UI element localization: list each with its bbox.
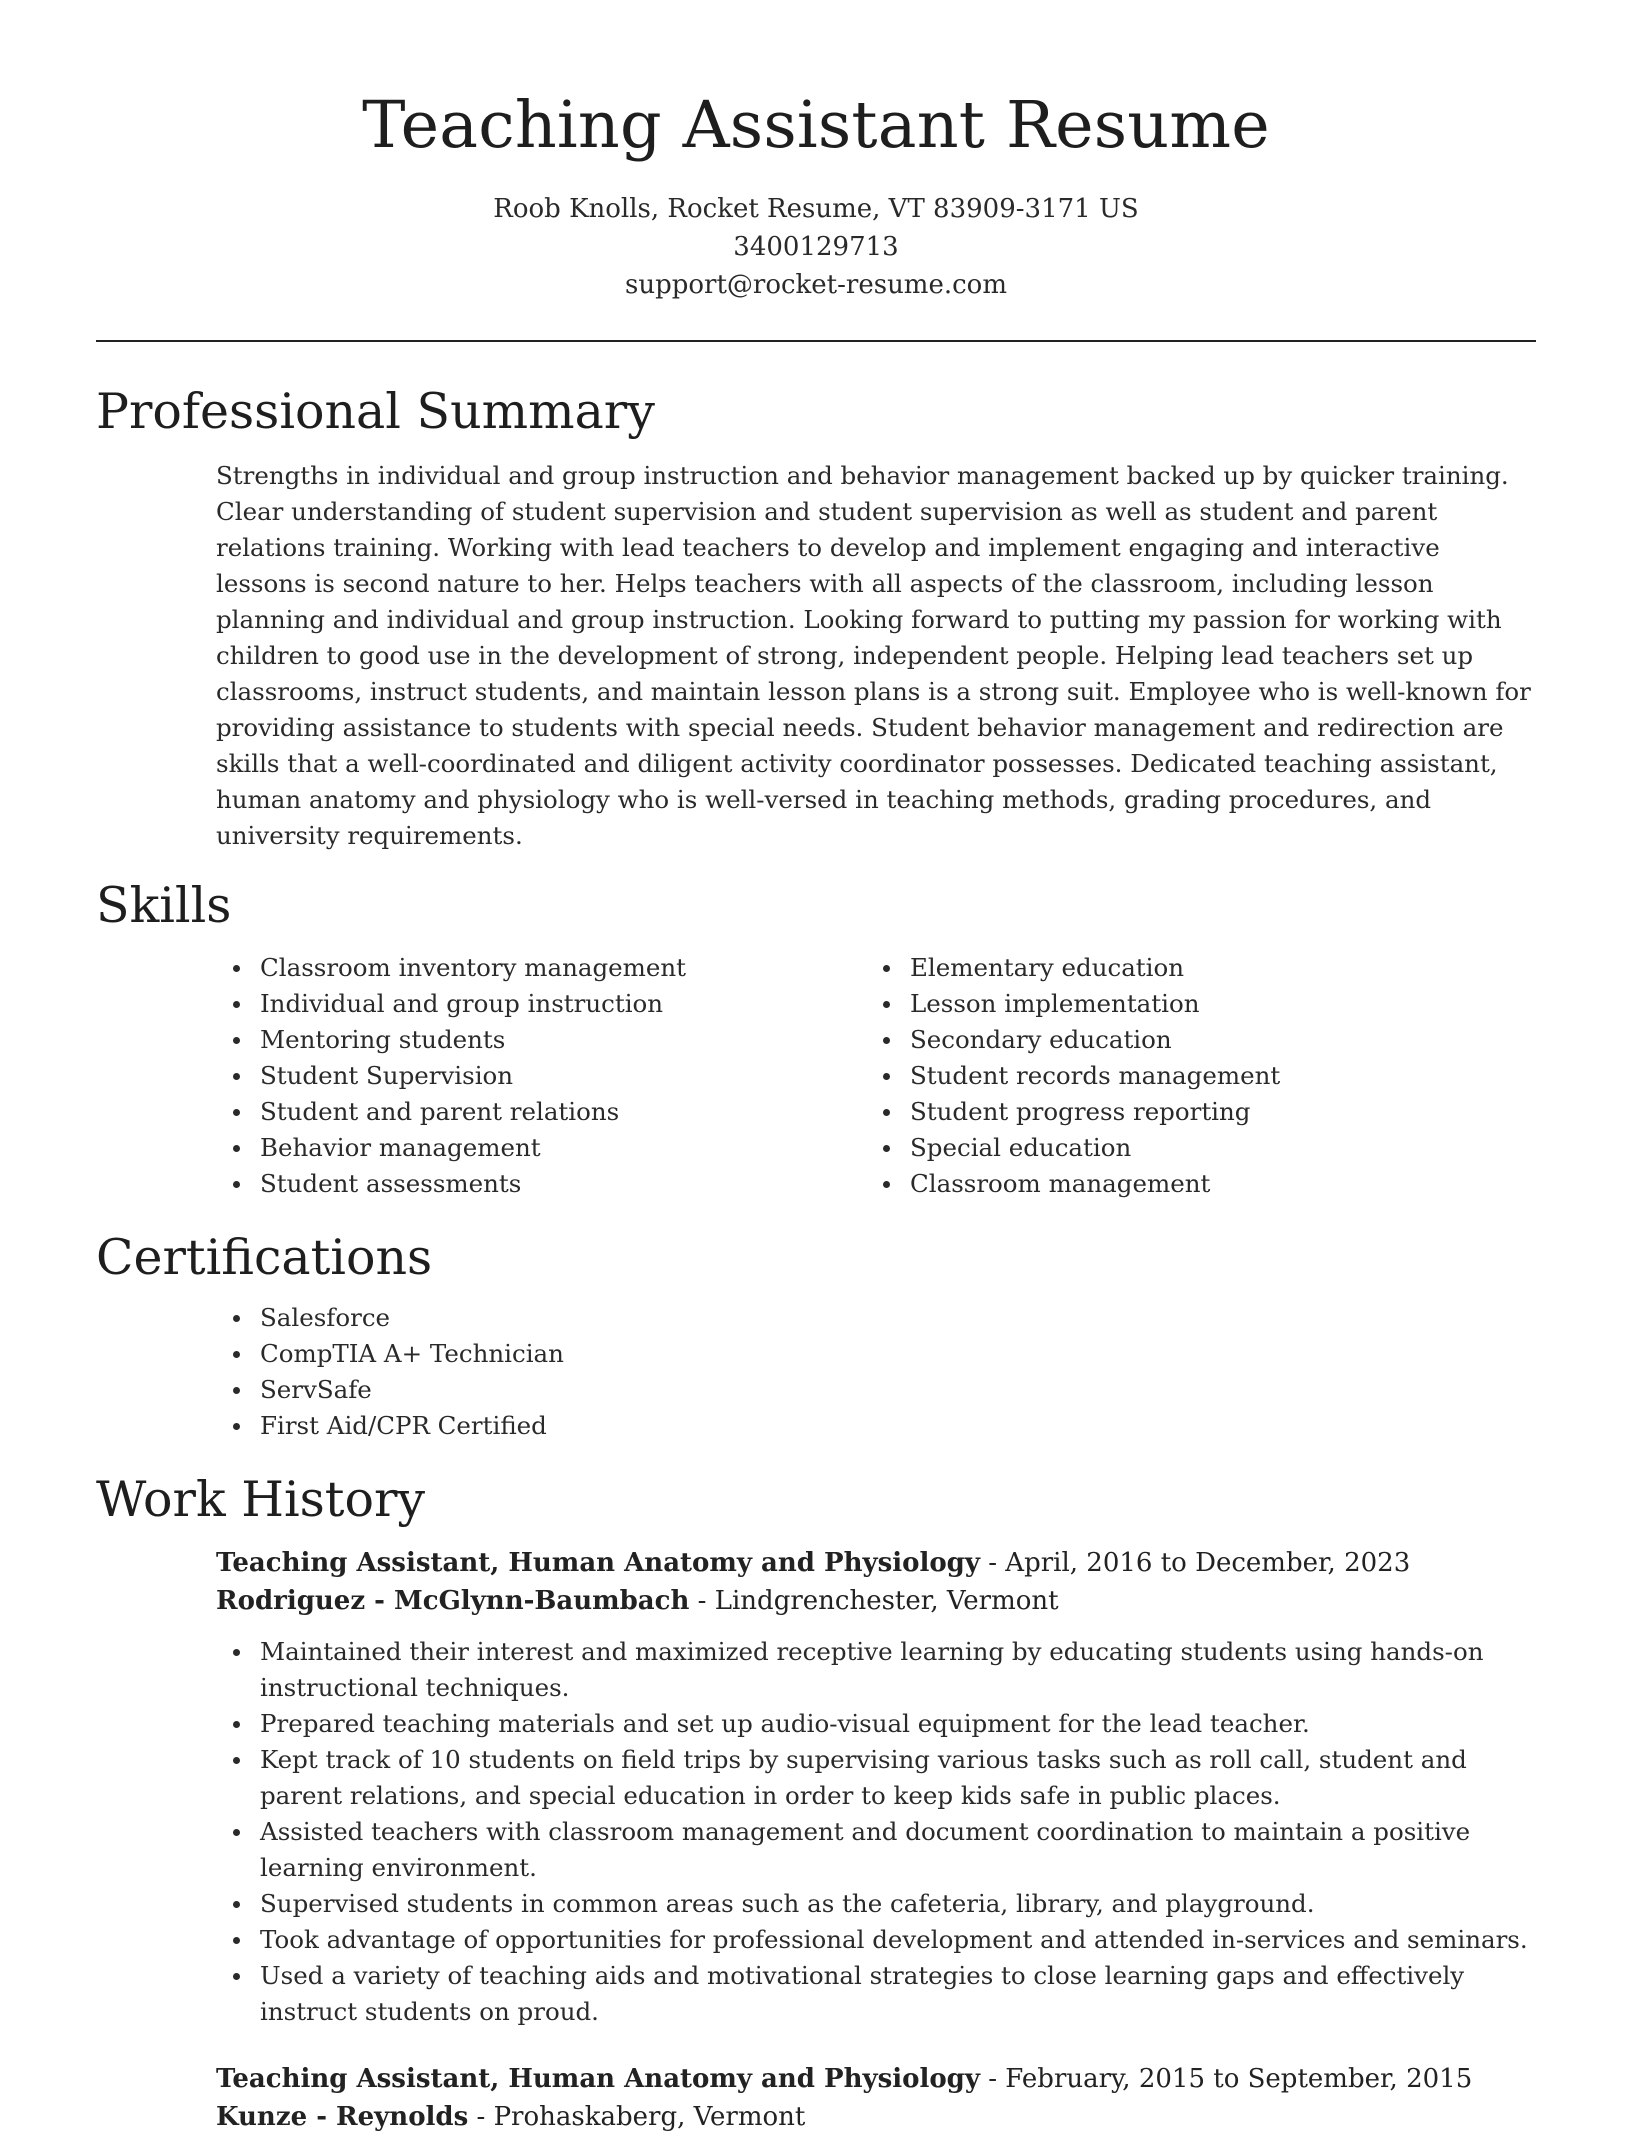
skill-item: Secondary education: [866, 1022, 1516, 1058]
skill-item: Lesson implementation: [866, 986, 1516, 1022]
skill-item: Classroom inventory management: [216, 950, 866, 986]
job-employer: [216, 2098, 1536, 2136]
skills-columns: [216, 950, 1536, 1202]
skill-item: Student assessments: [216, 1166, 866, 1202]
job-duty-item: Assisted teachers with classroom management and document coordination to maintain a positive learning environment.: [216, 1814, 1536, 1886]
job-entry: [216, 1544, 1536, 1620]
certifications-heading: Certifications: [96, 1229, 433, 1286]
skill-item: Student and parent relations: [216, 1094, 866, 1130]
contact-email: support@rocket-resume.com: [624, 270, 1007, 300]
certification-item: ServSafe: [216, 1372, 1536, 1408]
job-duty-item: Maintained their interest and maximized receptive learning by educating students using hands-on instructional techniques.: [216, 1634, 1536, 1706]
skills-list-left: [216, 950, 866, 1202]
job-duty-item: Used a variety of teaching aids and motivational strategies to close learning gaps and effectively instruct students on proud.: [216, 1958, 1536, 2030]
job-dates: February, 2015 to September, 2015: [1005, 2064, 1473, 2094]
job-title: Teaching Assistant, Human Anatomy and Physiology: [216, 1548, 980, 1578]
job-duties-list: [216, 1634, 1536, 2030]
skill-item: Student progress reporting: [866, 1094, 1516, 1130]
certifications-list: [216, 1300, 1536, 1444]
job-duty-item: Prepared teaching materials and set up audio-visual equipment for the lead teacher.: [216, 1706, 1536, 1742]
job-company: Rodriguez - McGlynn-Baumbach: [216, 1586, 690, 1616]
summary-text: Strengths in individual and group instruction and behavior management backed up by quicker training. Clear understanding of student supervision and student supervision as well as student and parent relations training. Working with lead teachers to develop and implement engaging and interactive lessons is second nature to her. Helps teachers with all aspects of the classroom, including lesson planning and individual and group instruction. Looking forward to putting my passion for working with children to good use in the development of strong, independent people. Helping lead teachers set up classrooms, instruct students, and maintain lesson plans is a strong suit. Employee who is well-known for providing assistance to students with special needs. Student behavior management and redirection are skills that a well-coordinated and diligent activity coordinator possesses. Dedicated teaching assistant, human anatomy and physiology who is well-versed in teaching methods, grading procedures, and university requirements.: [216, 461, 1531, 850]
job-location: Prohaskaberg, Vermont: [493, 2102, 806, 2132]
job-header: [216, 2060, 1536, 2098]
resume-title: Teaching Assistant Resume: [362, 88, 1270, 163]
resume-page: [96, 0, 1536, 2136]
contact-address: Roob Knolls, Rocket Resume, VT 83909-3171 US: [493, 194, 1139, 224]
job-location: Lindgrenchester, Vermont: [714, 1586, 1059, 1616]
skills-heading: Skills: [96, 877, 232, 934]
contact-phone: 3400129713: [733, 232, 899, 262]
job-duty-item: Kept track of 10 students on field trips by supervising various tasks such as roll call, student and parent relations, and special education in order to keep kids safe in public places.: [216, 1742, 1536, 1814]
skill-item: Special education: [866, 1130, 1516, 1166]
skill-item: Mentoring students: [216, 1022, 866, 1058]
job-entry: [216, 2060, 1536, 2136]
job-dates: April, 2016 to December, 2023: [1005, 1548, 1411, 1578]
separator: -: [979, 2064, 1006, 2094]
skill-item: Classroom management: [866, 1166, 1516, 1202]
job-employer: [216, 1582, 1536, 1620]
skill-item: Behavior management: [216, 1130, 866, 1166]
contact-block: [96, 190, 1536, 304]
separator: -: [689, 1586, 715, 1616]
certification-item: First Aid/CPR Certified: [216, 1408, 1536, 1444]
job-company: Kunze - Reynolds: [216, 2102, 469, 2132]
job-duty-item: Took advantage of opportunities for professional development and attended in-services and seminars.: [216, 1922, 1536, 1958]
skill-item: Individual and group instruction: [216, 986, 866, 1022]
header-divider: [96, 340, 1536, 342]
separator: -: [979, 1548, 1006, 1578]
certification-item: CompTIA A+ Technician: [216, 1336, 1536, 1372]
job-title: Teaching Assistant, Human Anatomy and Physiology: [216, 2064, 980, 2094]
job-duty-item: Supervised students in common areas such as the cafeteria, library, and playground.: [216, 1886, 1536, 1922]
summary-heading: Professional Summary: [96, 383, 655, 440]
skill-item: Student records management: [866, 1058, 1516, 1094]
job-header: [216, 1544, 1536, 1582]
certification-item: Salesforce: [216, 1300, 1536, 1336]
separator: -: [468, 2102, 494, 2132]
skill-item: Elementary education: [866, 950, 1516, 986]
work-history-heading: Work History: [96, 1471, 426, 1528]
skill-item: Student Supervision: [216, 1058, 866, 1094]
skills-list-right: [866, 950, 1516, 1202]
